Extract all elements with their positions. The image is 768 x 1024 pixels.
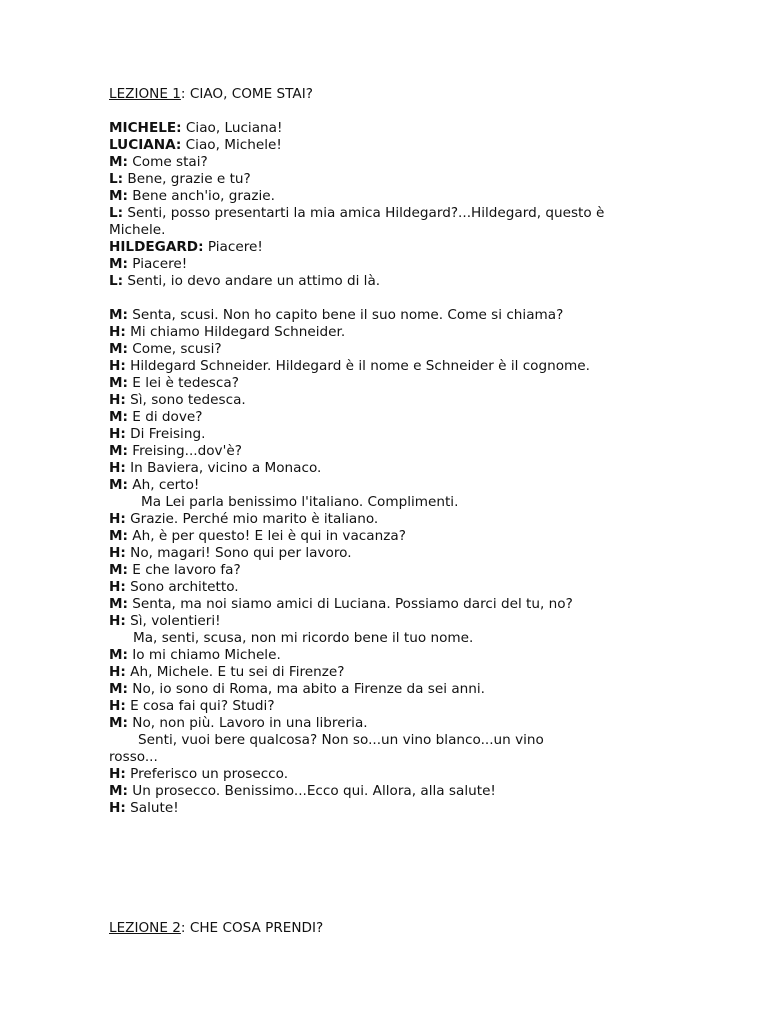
speaker: H: bbox=[109, 698, 126, 714]
line-text: Bene, grazie e tu? bbox=[123, 171, 251, 187]
lesson-1-heading bbox=[109, 86, 669, 103]
line-text: E cosa fai qui? Studi? bbox=[125, 698, 275, 714]
dialogue-line bbox=[109, 545, 669, 562]
dialogue-line bbox=[109, 341, 669, 358]
speaker: M: bbox=[109, 256, 128, 272]
speaker: M: bbox=[109, 341, 128, 357]
dialogue-line bbox=[109, 613, 669, 630]
line-text: No, non più. Lavoro in una libreria. bbox=[127, 715, 368, 731]
speaker: H: bbox=[109, 613, 126, 629]
line-text: Mi chiamo Hildegard Schneider. bbox=[125, 324, 346, 340]
dialogue-line bbox=[109, 409, 669, 426]
dialogue-line bbox=[109, 239, 669, 256]
line-text: Senti, io devo andare un attimo di là. bbox=[123, 273, 381, 289]
dialogue-line bbox=[109, 528, 669, 545]
line-text: Senta, ma noi siamo amici di Luciana. Possiamo darci del tu, no? bbox=[127, 596, 573, 612]
speaker: M: bbox=[109, 154, 128, 170]
lesson-1-title: : CIAO, COME STAI? bbox=[180, 86, 313, 102]
speaker: L: bbox=[109, 171, 124, 187]
speaker: M: bbox=[109, 188, 128, 204]
dialogue-line bbox=[109, 664, 669, 681]
lesson-2-title: : CHE COSA PRENDI? bbox=[180, 920, 324, 936]
dialogue-line bbox=[109, 205, 619, 239]
dialogue-line bbox=[109, 800, 669, 817]
line-text: Di Freising. bbox=[125, 426, 206, 442]
dialogue-line bbox=[109, 715, 669, 732]
line-text: Sì, sono tedesca. bbox=[125, 392, 246, 408]
speaker: HILDEGARD: bbox=[109, 239, 204, 255]
line-text: Salute! bbox=[125, 800, 179, 816]
line-text: Bene anch'io, grazie. bbox=[127, 188, 275, 204]
speaker: M: bbox=[109, 477, 128, 493]
dialogue-block-1 bbox=[109, 120, 669, 290]
dialogue-line bbox=[109, 511, 669, 528]
dialogue-line bbox=[109, 171, 669, 188]
line-text: Ciao, Michele! bbox=[181, 137, 282, 153]
line-text: Ah, Michele. E tu sei di Firenze? bbox=[125, 664, 345, 680]
speaker: H: bbox=[109, 426, 126, 442]
document-page bbox=[109, 86, 669, 817]
speaker: H: bbox=[109, 324, 126, 340]
line-text: No, magari! Sono qui per lavoro. bbox=[125, 545, 352, 561]
speaker: H: bbox=[109, 664, 126, 680]
dialogue-line bbox=[109, 460, 669, 477]
dialogue-line bbox=[109, 375, 669, 392]
dialogue-line bbox=[109, 358, 669, 375]
lesson-1-number: LEZIONE 1 bbox=[109, 86, 181, 102]
line-text: Ciao, Luciana! bbox=[181, 120, 283, 136]
lesson-2-number: LEZIONE 2 bbox=[109, 920, 181, 936]
dialogue-line bbox=[109, 579, 669, 596]
dialogue-line bbox=[109, 596, 669, 613]
speaker: MICHELE: bbox=[109, 120, 182, 136]
dialogue-line bbox=[109, 392, 669, 409]
speaker: H: bbox=[109, 511, 126, 527]
line-text: Come, scusi? bbox=[127, 341, 222, 357]
speaker: M: bbox=[109, 562, 128, 578]
line-text: Piacere! bbox=[203, 239, 263, 255]
dialogue-line bbox=[109, 154, 669, 171]
line-text: No, io sono di Roma, ma abito a Firenze da sei anni. bbox=[127, 681, 486, 697]
dialogue-line bbox=[109, 698, 669, 715]
line-text: Senti, posso presentarti la mia amica Hildegard?...Hildegard, questo è Michele. bbox=[109, 205, 605, 238]
line-text: Hildegard Schneider. Hildegard è il nome e Schneider è il cognome. bbox=[125, 358, 590, 374]
speaker: H: bbox=[109, 460, 126, 476]
speaker: H: bbox=[109, 392, 126, 408]
dialogue-line bbox=[109, 766, 669, 783]
line-text: E che lavoro fa? bbox=[127, 562, 241, 578]
speaker: M: bbox=[109, 409, 128, 425]
dialogue-line bbox=[109, 137, 669, 154]
continuation-line: Ma Lei parla benissimo l'italiano. Complimenti. bbox=[141, 494, 459, 510]
dialogue-line bbox=[109, 307, 669, 324]
line-text: Ah, certo! bbox=[127, 477, 200, 493]
line-text: Sono architetto. bbox=[125, 579, 239, 595]
line-text: In Baviera, vicino a Monaco. bbox=[125, 460, 322, 476]
dialogue-line bbox=[109, 783, 669, 800]
speaker: M: bbox=[109, 596, 128, 612]
speaker: L: bbox=[109, 205, 124, 221]
dialogue-line bbox=[109, 188, 669, 205]
line-text: Freising...dov'è? bbox=[127, 443, 242, 459]
speaker: M: bbox=[109, 307, 128, 323]
speaker: M: bbox=[109, 783, 128, 799]
line-text: E lei è tedesca? bbox=[127, 375, 239, 391]
line-text: Io mi chiamo Michele. bbox=[127, 647, 281, 663]
speaker: M: bbox=[109, 528, 128, 544]
line-text: Preferisco un prosecco. bbox=[125, 766, 289, 782]
line-text: Un prosecco. Benissimo...Ecco qui. Allora, alla salute! bbox=[127, 783, 496, 799]
speaker: H: bbox=[109, 766, 126, 782]
speaker: M: bbox=[109, 647, 128, 663]
speaker: H: bbox=[109, 579, 126, 595]
line-text: Senta, scusi. Non ho capito bene il suo nome. Come si chiama? bbox=[127, 307, 564, 323]
continuation-line: Senti, vuoi bere qualcosa? Non so...un vino blanco...un vino bbox=[138, 732, 544, 748]
line-text: Come stai? bbox=[127, 154, 208, 170]
dialogue-line bbox=[109, 443, 669, 460]
continuation-line: rosso... bbox=[109, 749, 158, 765]
lesson-2-heading bbox=[109, 920, 323, 937]
speaker: H: bbox=[109, 545, 126, 561]
dialogue-line bbox=[109, 562, 669, 579]
dialogue-line bbox=[109, 273, 669, 290]
dialogue-line bbox=[109, 477, 669, 494]
dialogue-line bbox=[109, 324, 669, 341]
line-text: Sì, volentieri! bbox=[125, 613, 221, 629]
line-text: Grazie. Perché mio marito è italiano. bbox=[125, 511, 379, 527]
dialogue-line bbox=[109, 426, 669, 443]
dialogue-line bbox=[109, 681, 669, 698]
speaker: H: bbox=[109, 800, 126, 816]
speaker: M: bbox=[109, 681, 128, 697]
dialogue-line bbox=[109, 120, 669, 137]
dialogue-block-2 bbox=[109, 307, 669, 817]
line-text: E di dove? bbox=[127, 409, 203, 425]
continuation-line: Ma, senti, scusa, non mi ricordo bene il tuo nome. bbox=[133, 630, 474, 646]
line-text: Ah, è per questo! E lei è qui in vacanza? bbox=[127, 528, 406, 544]
speaker: L: bbox=[109, 273, 124, 289]
speaker: M: bbox=[109, 375, 128, 391]
dialogue-line bbox=[109, 256, 669, 273]
dialogue-line bbox=[109, 647, 669, 664]
speaker: M: bbox=[109, 715, 128, 731]
line-text: Piacere! bbox=[127, 256, 188, 272]
speaker: M: bbox=[109, 443, 128, 459]
speaker: LUCIANA: bbox=[109, 137, 182, 153]
speaker: H: bbox=[109, 358, 126, 374]
